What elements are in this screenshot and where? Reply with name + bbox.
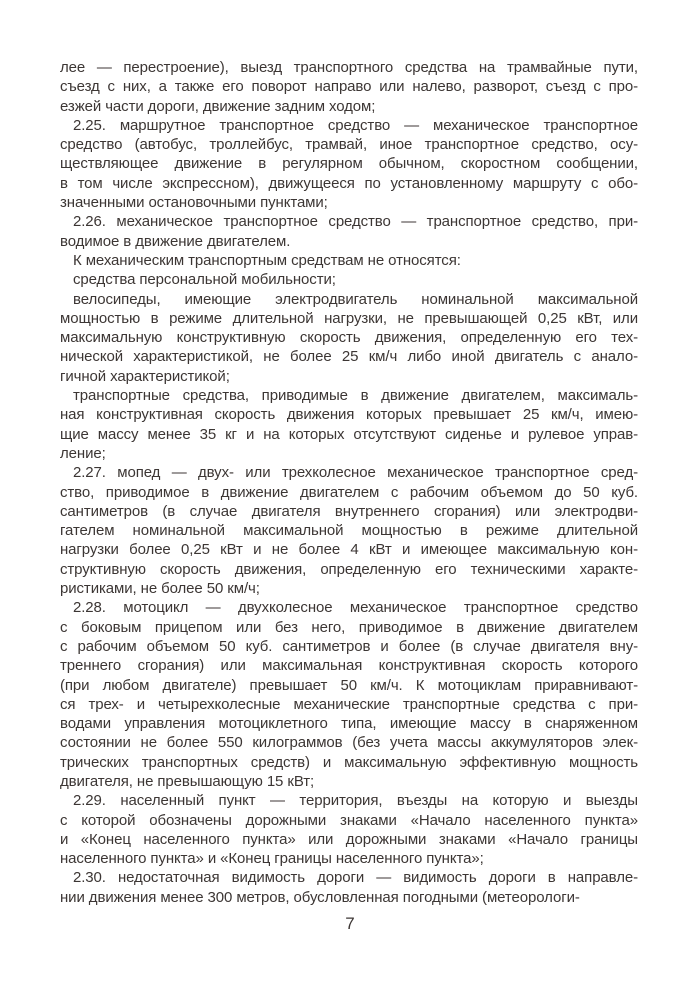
text-line: с рабочим объемом 50 куб. сантиметров и более (в случае двигателя вну- xyxy=(60,637,638,655)
text-line: (при любом двигателе) превышает 50 км/ч. К мотоциклам приравнивают- xyxy=(60,676,638,694)
text-line: населенного пункта» и «Конец границы населенного пункта»; xyxy=(60,850,484,868)
text-line: треннего сгорания) или максимальная конструктивная скорость которого xyxy=(60,657,638,675)
text-line: в том числе экспрессном), движущееся по установленному маршруту с обо- xyxy=(60,174,638,192)
text-line: максимальную конструктивную скорость движения, определенную его тех- xyxy=(60,329,638,347)
text-line: значенными остановочными пунктами; xyxy=(60,194,328,212)
text-line: структивную скорость движения, определенную его техническими характе- xyxy=(60,560,638,578)
text-line: с которой обозначены дорожными знаками «Начало населенного пункта» xyxy=(60,811,638,829)
text-line: ществляющее движение в регулярном обычном, скоростном сообщении, xyxy=(60,155,638,173)
text-line: водимое в движение двигателем. xyxy=(60,232,291,250)
text-line: 2.29. населенный пункт — территория, въезды на которую и выезды xyxy=(73,792,638,810)
text-line: велосипеды, имеющие электродвигатель номинальной максимальной xyxy=(73,290,638,308)
page-number: 7 xyxy=(345,914,355,933)
text-line: 2.28. мотоцикл — двухколесное механическое транспортное средство xyxy=(73,599,638,617)
text-line: средства персональной мобильности; xyxy=(73,271,336,289)
text-line: нической характеристикой, не более 25 км/ч либо иной двигатель с анало- xyxy=(60,348,638,366)
body-text xyxy=(60,58,638,907)
text-line: 2.25. маршрутное транспортное средство — механическое транспортное xyxy=(73,116,638,134)
text-line: езжей части дороги, движение задним ходом; xyxy=(60,97,376,115)
text-line: нагрузки более 0,25 кВт и не более 4 кВт и имеющее максимальную кон- xyxy=(60,541,638,559)
text-line: 2.30. недостаточная видимость дороги — видимость дороги в направле- xyxy=(73,869,638,887)
text-line: ная конструктивная скорость движения которых превышает 25 км/ч, имею- xyxy=(60,406,638,424)
text-line: щие массу менее 35 кг и на которых отсутствуют сиденье и рулевое управ- xyxy=(60,425,638,443)
text-line: средство (автобус, троллейбус, трамвай, иное транспортное средство, осу- xyxy=(60,136,638,154)
text-line: нии движения менее 300 метров, обусловленная погодными (метеорологи- xyxy=(60,888,580,906)
text-line: 2.26. механическое транспортное средство — транспортное средство, при- xyxy=(73,213,638,231)
text-line: двигателя, не превышающую 15 кВт; xyxy=(60,772,315,790)
text-line: водами управления мотоциклетного типа, имеющие массу в снаряженном xyxy=(60,715,638,733)
text-line: мощностью в режиме длительной нагрузки, не превышающей 0,25 кВт, или xyxy=(60,309,638,327)
text-line: лее — перестроение), выезд транспортного средства на трамвайные пути, xyxy=(60,59,638,76)
text-line: гателем номинальной максимальной мощностью в режиме длительной xyxy=(60,522,638,540)
text-line: ристиками, не более 50 км/ч; xyxy=(60,580,260,598)
text-line: гичной характеристикой; xyxy=(60,367,230,385)
text-line: съезд с них, а также его поворот направо или налево, разворот, съезд с про- xyxy=(60,78,638,96)
text-line: ство, приводимое в движение двигателем с рабочим объемом до 50 куб. xyxy=(60,483,638,501)
text-line: 2.27. мопед — двух- или трехколесное механическое транспортное сред- xyxy=(73,464,638,482)
text-line: с боковым прицепом или без него, приводимое в движение двигателем xyxy=(60,618,638,636)
text-line: трических транспортных средств) и максимальную эффективную мощность xyxy=(60,753,638,771)
text-line: и «Конец населенного пункта» или дорожными знаками «Начало границы xyxy=(60,830,638,848)
text-line: транспортные средства, приводимые в движение двигателем, максималь- xyxy=(73,387,638,405)
text-line: К механическим транспортным средствам не относятся: xyxy=(73,251,461,269)
text-line: состоянии не более 550 килограммов (без учета массы аккумуляторов элек- xyxy=(60,734,638,752)
text-line: ся трех- и четырехколесные механические транспортные средства с при- xyxy=(60,695,638,713)
text-line: ление; xyxy=(60,444,106,462)
text-line: сантиметров (в случае двигателя внутреннего сгорания) или электродви- xyxy=(60,502,638,520)
